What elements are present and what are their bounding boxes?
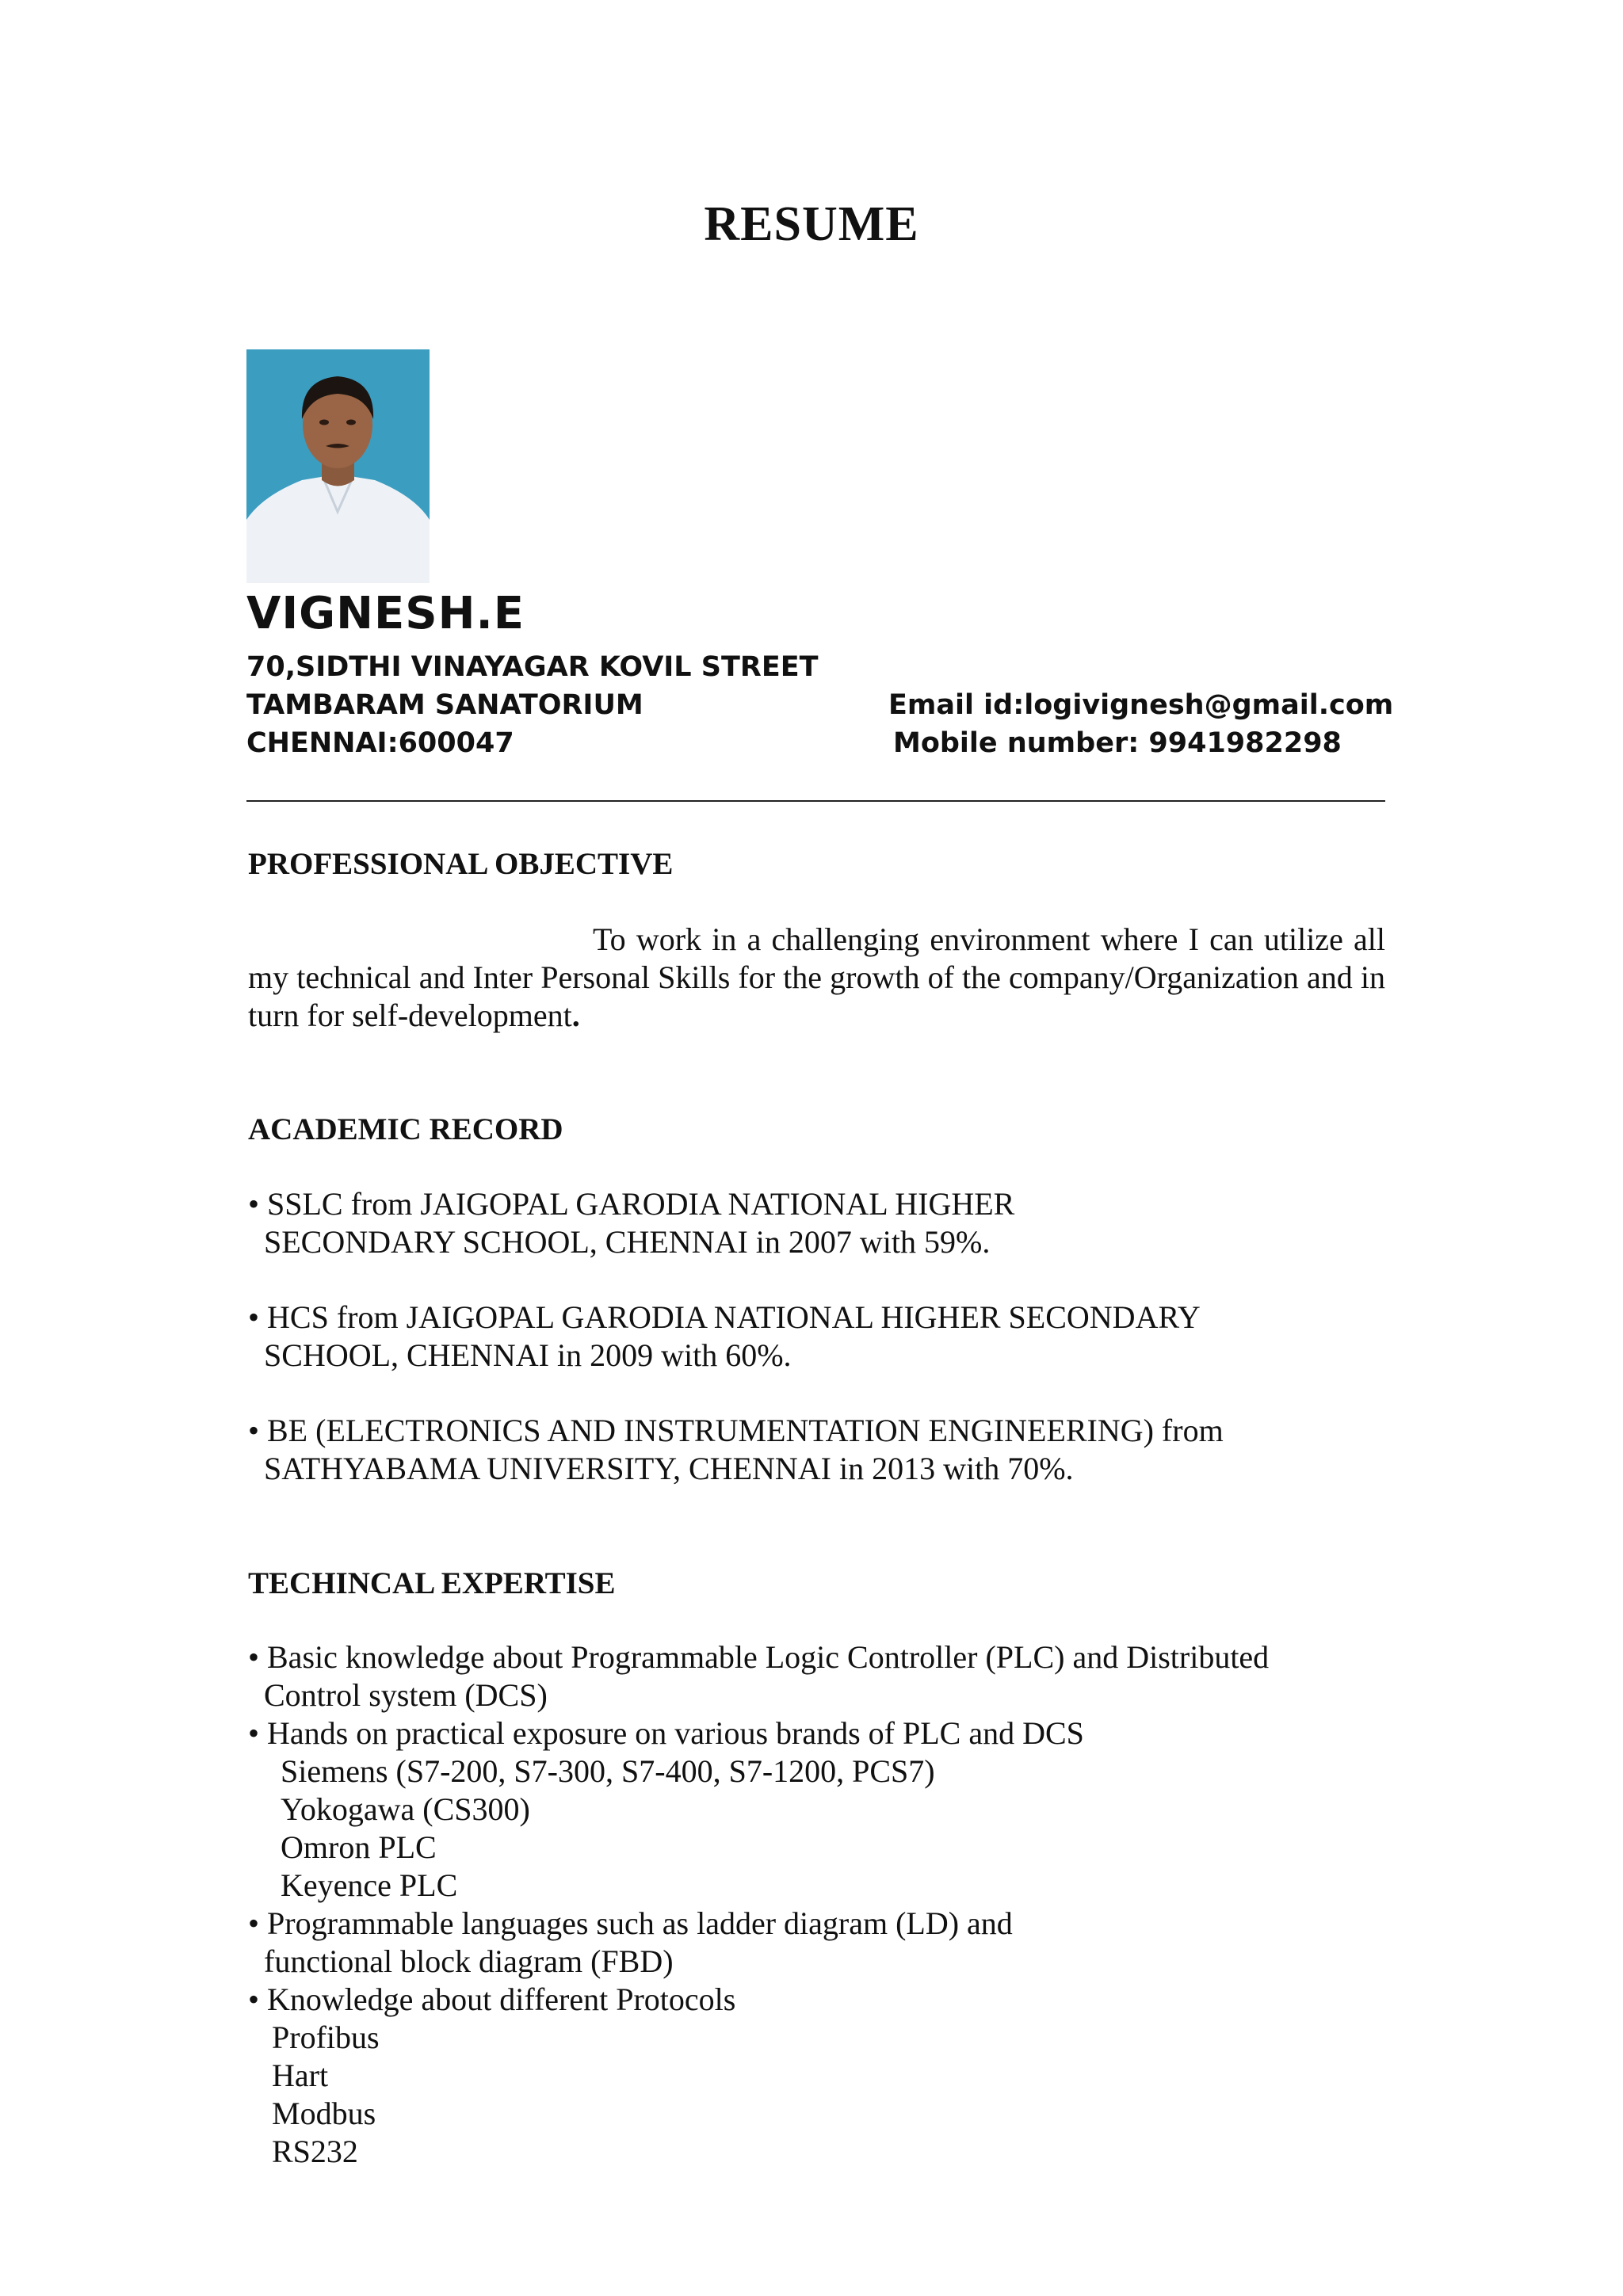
address-line-1: 70,SIDTHI VINAYAGAR KOVIL STREET — [246, 651, 819, 683]
candidate-name: VIGNESH.E — [246, 588, 525, 639]
academic-item-sslc — [248, 1185, 1014, 1261]
address-line-2: TAMBARAM SANATORIUM — [246, 689, 643, 721]
address-line-3: CHENNAI:600047 — [246, 727, 514, 759]
profile-photo-image — [246, 349, 430, 583]
technical-line: Siemens (S7-200, S7-300, S7-400, S7-1200, PCS7) — [281, 1753, 935, 1789]
document-title: RESUME — [704, 197, 919, 251]
header-divider — [246, 800, 1385, 802]
technical-line: Profibus — [272, 2019, 380, 2055]
technical-line: Hart — [272, 2058, 329, 2093]
academic-item-hcs — [248, 1299, 1201, 1375]
technical-line: Keyence PLC — [281, 1867, 458, 1903]
objective-heading: PROFESSIONAL OBJECTIVE — [248, 847, 674, 881]
objective-end: . — [571, 997, 580, 1033]
academic-item-line: SATHYABAMA UNIVERSITY, CHENNAI in 2013 with 70%. — [264, 1451, 1074, 1486]
academic-item-line: SCHOOL, CHENNAI in 2009 with 60%. — [264, 1337, 792, 1373]
academic-item-line: • BE (ELECTRONICS AND INSTRUMENTATION ENGINEERING) from — [248, 1413, 1224, 1448]
technical-line: Control system (DCS) — [264, 1677, 548, 1713]
objective-text — [248, 921, 1385, 1035]
academic-item-line: SECONDARY SCHOOL, CHENNAI in 2007 with 59%. — [264, 1224, 991, 1260]
mobile-number: Mobile number: 9941982298 — [893, 727, 1342, 759]
technical-line: Modbus — [272, 2096, 376, 2131]
technical-line: • Programmable languages such as ladder diagram (LD) and — [248, 1905, 1013, 1941]
profile-photo — [246, 349, 430, 583]
email-address: Email id:logivignesh@gmail.com — [888, 689, 1394, 721]
objective-body: To work in a challenging environment where I can utilize all my technical and Inter Personal Skills for the growth of the company/Organization and in turn for self-development — [248, 921, 1385, 1033]
academic-heading: ACADEMIC RECORD — [248, 1112, 563, 1146]
academic-item-line: • SSLC from JAIGOPAL GARODIA NATIONAL HIGHER — [248, 1186, 1015, 1222]
technical-heading: TECHINCAL EXPERTISE — [248, 1566, 616, 1600]
technical-line: Yokogawa (CS300) — [281, 1791, 530, 1827]
technical-line: RS232 — [272, 2134, 358, 2169]
technical-line: • Basic knowledge about Programmable Logic Controller (PLC) and Distributed — [248, 1639, 1270, 1675]
academic-item-be — [248, 1412, 1224, 1488]
technical-line: • Hands on practical exposure on various brands of PLC and DCS — [248, 1715, 1084, 1751]
technical-line: • Knowledge about different Protocols — [248, 1981, 736, 2017]
technical-line: Omron PLC — [281, 1829, 437, 1865]
academic-item-line: • HCS from JAIGOPAL GARODIA NATIONAL HIGHER SECONDARY — [248, 1299, 1201, 1335]
technical-list — [248, 1638, 1269, 2171]
technical-line: functional block diagram (FBD) — [264, 1943, 674, 1979]
